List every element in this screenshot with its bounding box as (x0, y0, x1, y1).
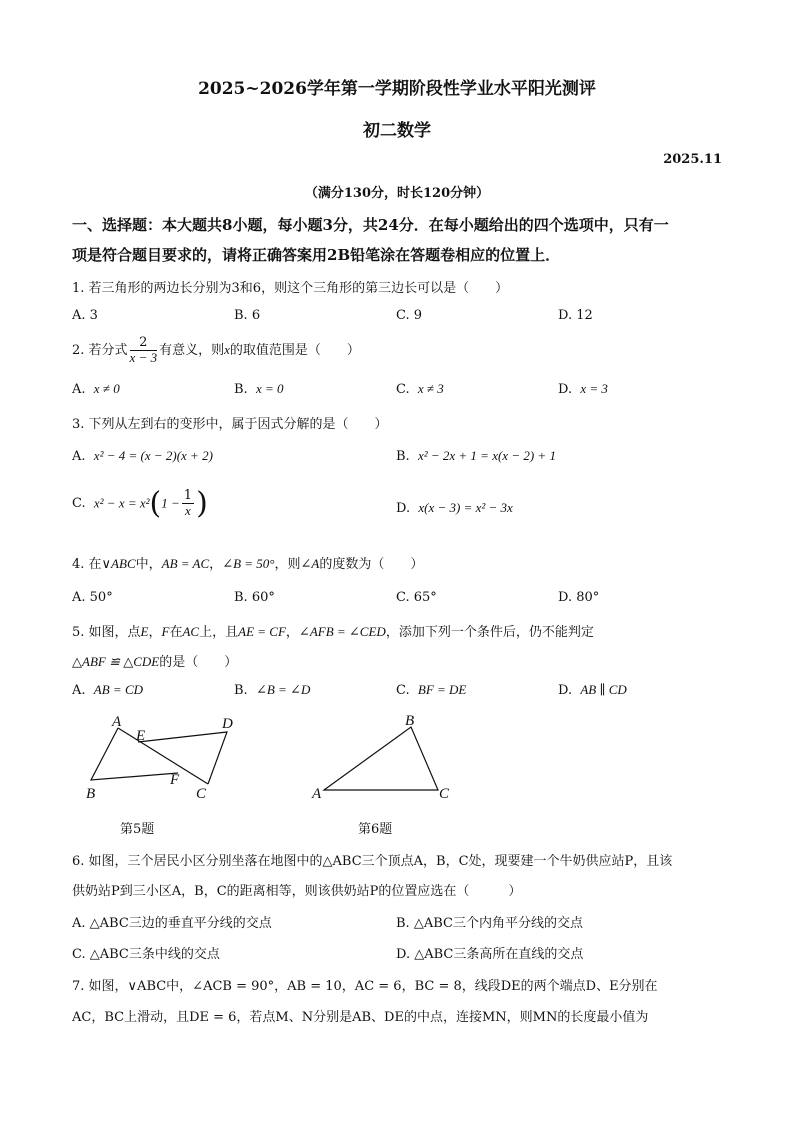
q5-p5: ， (285, 625, 299, 640)
q3-a-text: x² − 4 = (x − 2)(x + 2) (93, 448, 213, 463)
q1-stem: 1. 若三角形的两边长分别为3和6，则这个三角形的第三边长可以是（ ） (72, 281, 509, 296)
q4-cond2: ∠B = 50° (222, 556, 275, 571)
q5-option-c (396, 682, 466, 698)
q1-option-a: A. 3 (72, 308, 98, 323)
figure-5-diagram (80, 708, 250, 803)
q2-b-label: B. (234, 382, 248, 397)
q4-option-c: C. 65° (396, 590, 437, 605)
fig5-line-ac (118, 728, 208, 784)
q2-denominator: x − 3 (129, 350, 158, 365)
exam-note: （满分130分，时长120分钟） (304, 186, 490, 201)
fig6-triangle-abc (324, 727, 438, 790)
q5-point-e: E (140, 624, 149, 639)
q5-c-text: BF = DE (417, 682, 467, 697)
q6-option-b: B. △ABC三个内角平分线的交点 (396, 916, 583, 931)
q5-p6: ，添加下列一个条件后，仍不能判定 (385, 625, 594, 640)
q3-stem: 3. 下列从左到右的变形中，属于因式分解的是（ ） (72, 417, 388, 432)
q3-c-open-paren: ( (149, 486, 162, 521)
q5-p3: 在 (169, 625, 183, 640)
q5-c-label: C. (396, 683, 410, 698)
q2-option-a (72, 381, 120, 397)
fig6-label-c: C (439, 786, 450, 802)
q4-p3: ， (209, 557, 223, 572)
q3-a-label: A. (72, 449, 86, 464)
q5-b-label: B. (234, 683, 248, 698)
q3-d-text: x(x − 3) = x² − 3x (418, 500, 513, 515)
fig5-label-e: E (136, 728, 146, 744)
q5-option-a (72, 682, 143, 698)
q5-stem-line1 (72, 621, 594, 640)
q5-option-b (234, 682, 310, 698)
q4-triangle: ∨ABC (101, 556, 136, 571)
q4-p5: 的度数为（ ） (319, 557, 424, 572)
q2-option-d (558, 381, 608, 397)
q2-suffix: 有意义，则 (159, 343, 225, 358)
q5-d-label: D. (558, 683, 573, 698)
fig5-label-f: F (170, 772, 180, 788)
fig5-label-c: C (196, 786, 207, 802)
q6-stem-line2: 供奶站P到三小区A，B，C的距离相等，则该供奶站P的位置应选在（ ） (72, 884, 522, 899)
q1-option-d: D. 12 (558, 308, 593, 323)
q7-stem-line2: AC，BC上滑动，且DE = 6，若点M、N分别是AB、DE的中点，连接MN，则MN的长度最小值为 (72, 1010, 649, 1025)
q6-option-c: C. △ABC三条中线的交点 (72, 947, 220, 962)
q2-suffix2: 的取值范围是（ ） (229, 343, 360, 358)
q6-stem-line1: 6. 如图，三个居民小区分别坐落在地图中的△ABC三个顶点A，B，C处，现要建一个牛奶供应站P，且该 (72, 854, 673, 869)
q2-b-text: x = 0 (255, 381, 284, 396)
q2-numerator: 2 (130, 336, 158, 351)
q4-option-b: B. 60° (234, 590, 275, 605)
q3-c-fraction (182, 489, 194, 518)
figure-6-diagram (308, 708, 458, 803)
q5-p2: ， (148, 625, 162, 640)
q3-c-label: C. (72, 496, 86, 511)
q3-b-label: B. (396, 449, 410, 464)
q5-p1: 5. 如图，点 (72, 625, 141, 640)
fig5-label-b: B (86, 786, 96, 802)
q6-option-d: D. △ABC三条高所在直线的交点 (396, 947, 584, 962)
q5-stem-line2 (72, 651, 237, 670)
section-heading-line2: 项是符合题目要求的，请将正确答案用2B铅笔涂在答题卷相应的位置上． (72, 246, 561, 264)
q5-cond1: AE = CF (238, 624, 286, 639)
q5-point-f: F (161, 624, 170, 639)
q5-a-label: A. (72, 683, 86, 698)
q4-option-a: A. 50° (72, 590, 113, 605)
fig5-label-a: A (112, 714, 122, 730)
q5-option-d (558, 682, 627, 698)
q5-segment-ac: AC (182, 624, 200, 639)
q3-c-numerator: 1 (183, 488, 193, 503)
q4-cond1: AB = AC (161, 556, 210, 571)
q3-option-b (396, 448, 556, 464)
q3-c-left: x² − x = x² (93, 495, 150, 511)
q2-d-label: D. (558, 382, 573, 397)
q2-option-c (396, 381, 444, 397)
q4-p4: ，则 (274, 557, 301, 572)
q2-c-label: C. (396, 382, 410, 397)
q3-option-a (72, 448, 213, 464)
section-heading-line1: 一、选择题：本大题共8小题，每小题3分，共24分．在每小题给出的四个选项中，只有一 (72, 216, 669, 234)
q2-d-text: x = 3 (580, 381, 608, 396)
q3-c-denominator: x (185, 503, 191, 518)
fig6-label-b: B (405, 713, 415, 729)
q5-congruence: △ABF ≌ △CDE (72, 654, 160, 669)
q4-option-d: D. 80° (558, 590, 600, 605)
q3-c-close-paren: ) (196, 486, 208, 521)
fig5-label-d: D (222, 716, 233, 732)
q1-option-c: C. 9 (396, 308, 423, 323)
q2-stem (72, 336, 360, 365)
q7-stem-line1: 7. 如图，∨ABC中，∠ACB = 90°，AB = 10，AC = 6，BC = 8，线段DE的两个端点D、E分别在 (72, 979, 658, 994)
q2-prefix: 2. 若分式 (72, 343, 128, 358)
q4-angle: ∠A (300, 556, 320, 571)
q5-p4: 上，且 (199, 625, 239, 640)
exam-title: 2025~2026学年第一学期阶段性学业水平阳光测评 (198, 79, 596, 99)
q3-b-text: x² − 2x + 1 = x(x − 2) + 1 (417, 448, 556, 463)
q2-c-text: x ≠ 3 (417, 381, 444, 396)
q5-line2-text: 的是（ ） (159, 655, 238, 670)
q4-p1: 4. 在 (72, 557, 102, 572)
q2-a-label: A. (72, 382, 86, 397)
q5-d-text: AB ∥ CD (580, 682, 627, 697)
q3-c-inner: 1 − (161, 495, 180, 511)
q5-cond2: ∠AFB = ∠CED (298, 624, 386, 639)
q5-a-text: AB = CD (93, 682, 144, 697)
q2-a-text: x ≠ 0 (93, 381, 120, 396)
fig5-triangle-cde (138, 732, 227, 784)
q3-option-c (72, 486, 208, 521)
fig6-label-a: A (312, 786, 322, 802)
exam-date: 2025.11 (663, 152, 722, 167)
figure-5-caption: 第5题 (120, 822, 155, 837)
figure-6-caption: 第6题 (358, 822, 393, 837)
q3-d-label: D. (396, 501, 411, 516)
q4-stem (72, 553, 423, 572)
q5-b-text: ∠B = ∠D (255, 682, 311, 697)
fig5-triangle-abf (91, 728, 178, 780)
q3-option-d (396, 500, 513, 516)
q2-var: x (224, 342, 230, 357)
q1-option-b: B. 6 (234, 308, 261, 323)
q4-p2: 中， (135, 557, 162, 572)
q2-option-b (234, 381, 284, 397)
subject-title: 初二数学 (363, 121, 431, 141)
q2-fraction (130, 336, 158, 365)
q6-option-a: A. △ABC三边的垂直平分线的交点 (72, 916, 272, 931)
